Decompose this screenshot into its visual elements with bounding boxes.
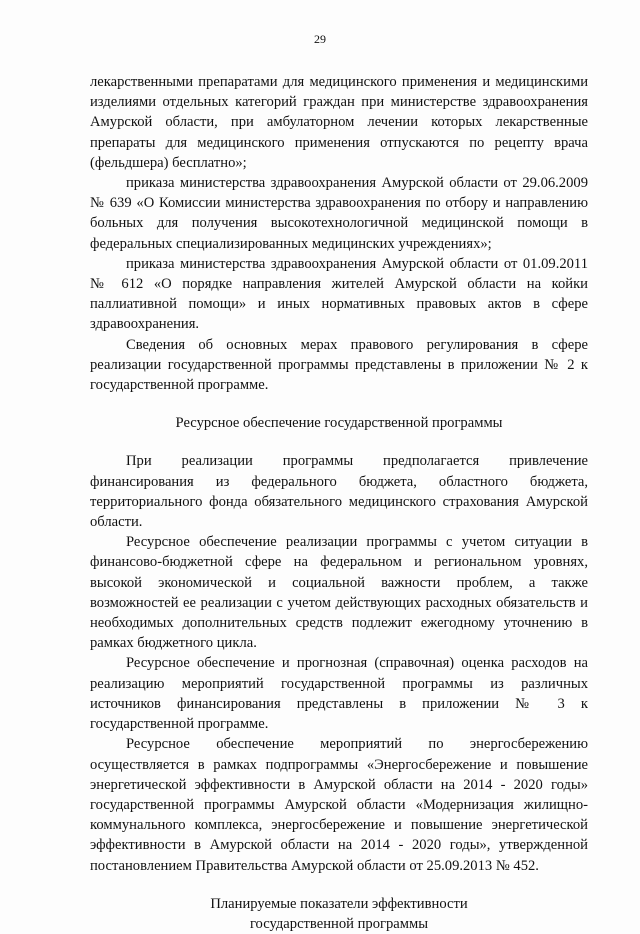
- paragraph-order-639: приказа министерства здравоохранения Амурской области от 29.06.2009 № 639 «О Комиссии министерства здравоохранения по отбору и направлению больных для получения высокотехнологичной медицинской помощи в федеральных специализированных медицинских учреждениях»;: [90, 175, 588, 252]
- section-heading-indicators-line1: Планируемые показатели эффективности: [210, 895, 468, 912]
- paragraph-order-612: приказа министерства здравоохранения Амурской области от 01.09.2011 № 612 «О порядке направления жителей Амурской области на койки паллиативной помощи» и иных нормативных правовых актов в сфере здравоохранения.: [90, 255, 588, 333]
- paragraph-appendix-3: Ресурсное обеспечение и прогнозная (справочная) оценка расходов на реализацию мероприятий государственной программы из различных источников финансирования представлены в приложении № 3 к государственной программе.: [90, 655, 588, 733]
- paragraph-continuation: лекарственными препаратами для медицинского применения и медицинскими изделиями отдельных категорий граждан при министерстве здравоохранения Амурской области, при амбулаторном лечении которых лекарственные препараты для медицинского применения отпускаются по рецепту врача (фельдшера) бесплатно»;: [90, 74, 588, 171]
- page-number: 29: [314, 32, 326, 46]
- section-heading-resource: Ресурсное обеспечение государственной программы: [175, 415, 503, 432]
- section-heading-indicators-line2: государственной программы: [249, 915, 429, 932]
- document-body: [90, 72, 588, 934]
- paragraph-funding-sources: При реализации программы предполагается привлечение финансирования из федерального бюджета, областного бюджета, территориального фонда обязательного медицинского страхования Амурской области.: [90, 453, 588, 531]
- paragraph-annual-adjustment: Ресурсное обеспечение реализации программы с учетом ситуации в финансово-бюджетной сфере на федеральном и региональном уровнях, высокой экономической и социальной важности проблем, а также возможностей ее реализации с учетом действующих расходных обязательств и необходимых дополнительных средств подлежит ежегодному уточнению в рамках бюджетного цикла.: [90, 534, 588, 652]
- section-heading-indicators: [90, 894, 588, 934]
- paragraph-energy-saving: Ресурсное обеспечение мероприятий по энергосбережению осуществляется в рамках подпрограммы «Энергосбережение и повышение энергетической эффективности в Амурской области на 2014 - 2020 годы» государственной программы Амурской области «Модернизация жилищно-коммунального комплекса, энергосбережение и повышение энергетической эффективности в Амурской области на 2014 - 2020 годы», утвержденной постановлением Правительства Амурской области от 25.09.2013 № 452.: [90, 736, 588, 874]
- paragraph-legal-regulation: Сведения об основных мерах правового регулирования в сфере реализации государственной программы представлены в приложении № 2 к государственной программе.: [90, 336, 588, 394]
